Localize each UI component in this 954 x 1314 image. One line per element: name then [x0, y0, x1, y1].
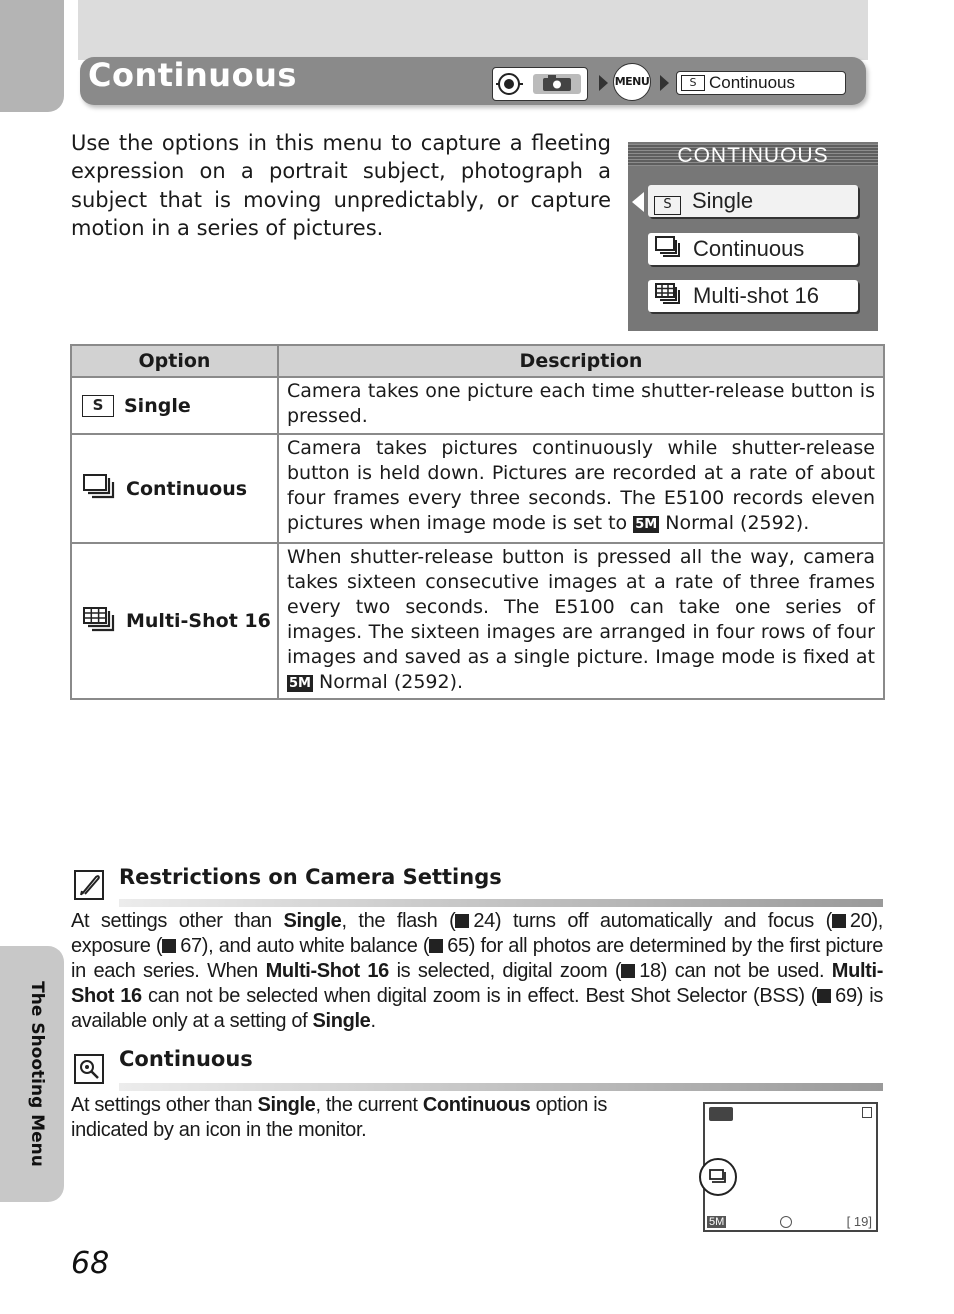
- continuous-icon: [82, 473, 116, 504]
- option-name: Multi-Shot 16: [126, 610, 271, 632]
- page-number: 68: [71, 1246, 110, 1281]
- description-cell: [278, 543, 884, 699]
- description-text: Normal (2592).: [665, 512, 810, 534]
- multi-shot-icon: [654, 282, 682, 310]
- continuous-icon: [699, 1158, 737, 1196]
- note-divider: [119, 1083, 883, 1091]
- option-name: Single: [124, 394, 191, 417]
- breadcrumb: [676, 71, 846, 95]
- monitor-status-bar: [705, 1213, 876, 1230]
- battery-icon: [862, 1107, 872, 1118]
- monitor-preview: [703, 1102, 878, 1232]
- top-edge-tab: [0, 0, 64, 112]
- description-text: Normal (2592).: [319, 671, 464, 693]
- note-paragraph: At settings other than Single, the current Continuous option is indicated by an icon in the monitor.: [71, 1094, 607, 1141]
- monitor-menu-item-label: Single: [692, 188, 754, 213]
- section-tab: [0, 946, 64, 1202]
- monitor-menu-item-label: Multi-shot 16: [693, 283, 819, 308]
- multi-shot-icon: [82, 606, 116, 637]
- single-frame-icon: S: [654, 188, 681, 215]
- section-tab-label: The Shooting Menu: [27, 981, 47, 1167]
- monitor-menu-item-continuous[interactable]: [648, 233, 858, 265]
- page-reference-icon: [429, 939, 443, 953]
- magnifier-note-icon: [74, 1054, 104, 1084]
- camera-icon: [709, 1107, 733, 1121]
- column-header-option: Option: [71, 345, 278, 377]
- option-name: Continuous: [126, 477, 248, 500]
- monitor-menu-item-label: Continuous: [693, 236, 805, 261]
- monitor-menu-item-single[interactable]: [648, 185, 858, 217]
- single-frame-icon: S: [82, 395, 114, 417]
- table-header-row: [71, 345, 884, 377]
- image-mode-badge: 5M: [289, 676, 311, 691]
- page-reference-icon: [455, 914, 469, 928]
- page-reference-icon: [162, 939, 176, 953]
- options-table: [70, 344, 885, 700]
- note-title: Restrictions on Camera Settings: [119, 865, 502, 889]
- description-cell: [278, 434, 884, 543]
- note-paragraph: At settings other than Single, the flash ( 24) turns off automatically and focus ( 20), exposure ( 67), and auto white balance ( 65) for all photos are determined by the first picture in each series. When Multi-Shot 16 is selected, digital zoom ( 18) can not be used. Multi-Shot 16 can not be selected when digital zoom is in effect. Best Shot Selector (BSS) ( 69) is available only at a setting of Single.: [71, 910, 884, 1032]
- page-reference-icon: [832, 914, 846, 928]
- pencil-note-icon: [74, 870, 104, 900]
- page-reference-icon: [817, 989, 831, 1003]
- frames-remaining: [ 19]: [846, 1214, 872, 1229]
- description-cell: Camera takes one picture each time shutter-release button is pressed.: [278, 377, 884, 434]
- flash-icon: [780, 1216, 792, 1228]
- intro-paragraph: Use the options in this menu to capture a fleeting expression on a portrait subject, photograph a subject that is moving unpredictably, or capture motion in a series of pictures.: [71, 131, 611, 241]
- page-title: Continuous: [88, 56, 297, 94]
- header-panel: [78, 0, 868, 60]
- table-row: [71, 543, 884, 699]
- breadcrumb-arrow-icon: [599, 75, 608, 91]
- selection-cursor-icon: [632, 192, 644, 212]
- option-cell: [71, 434, 278, 543]
- menu-button-icon: MENU: [613, 63, 651, 101]
- breadcrumb-arrow-icon: [660, 75, 669, 91]
- option-cell: [71, 377, 278, 434]
- table-row: [71, 377, 884, 434]
- continuous-icon: [654, 235, 682, 263]
- single-frame-icon: S: [681, 75, 705, 91]
- note-divider: [119, 899, 883, 907]
- monitor-menu-title: CONTINUOUS: [628, 144, 878, 166]
- note-title: Continuous: [119, 1047, 253, 1071]
- monitor-menu-item-multi-shot[interactable]: [648, 280, 858, 312]
- description-text: When shutter-release button is pressed all the way, camera takes sixteen consecutive images at a rate of three frames every two seconds. The E5100 can take one series of images. The sixteen images are arranged in four rows of four images and saved as a single picture. Image mode is fixed at: [287, 546, 875, 668]
- monitor-menu: [628, 142, 878, 331]
- table-row: [71, 434, 884, 543]
- option-cell: [71, 543, 278, 699]
- image-mode-indicator: 5M: [709, 1215, 725, 1228]
- page-reference-icon: [621, 964, 635, 978]
- column-header-description: Description: [278, 345, 884, 377]
- description-text: Camera takes pictures continuously while shutter-release button is held down. Pictures are recorded at a rate of about four frames every three seconds. The E5100 records eleven pictures when image mode is set to: [287, 437, 875, 534]
- breadcrumb-label: Continuous: [709, 73, 796, 92]
- mode-dial-icon: [492, 67, 588, 101]
- image-mode-badge: 5M: [635, 517, 658, 532]
